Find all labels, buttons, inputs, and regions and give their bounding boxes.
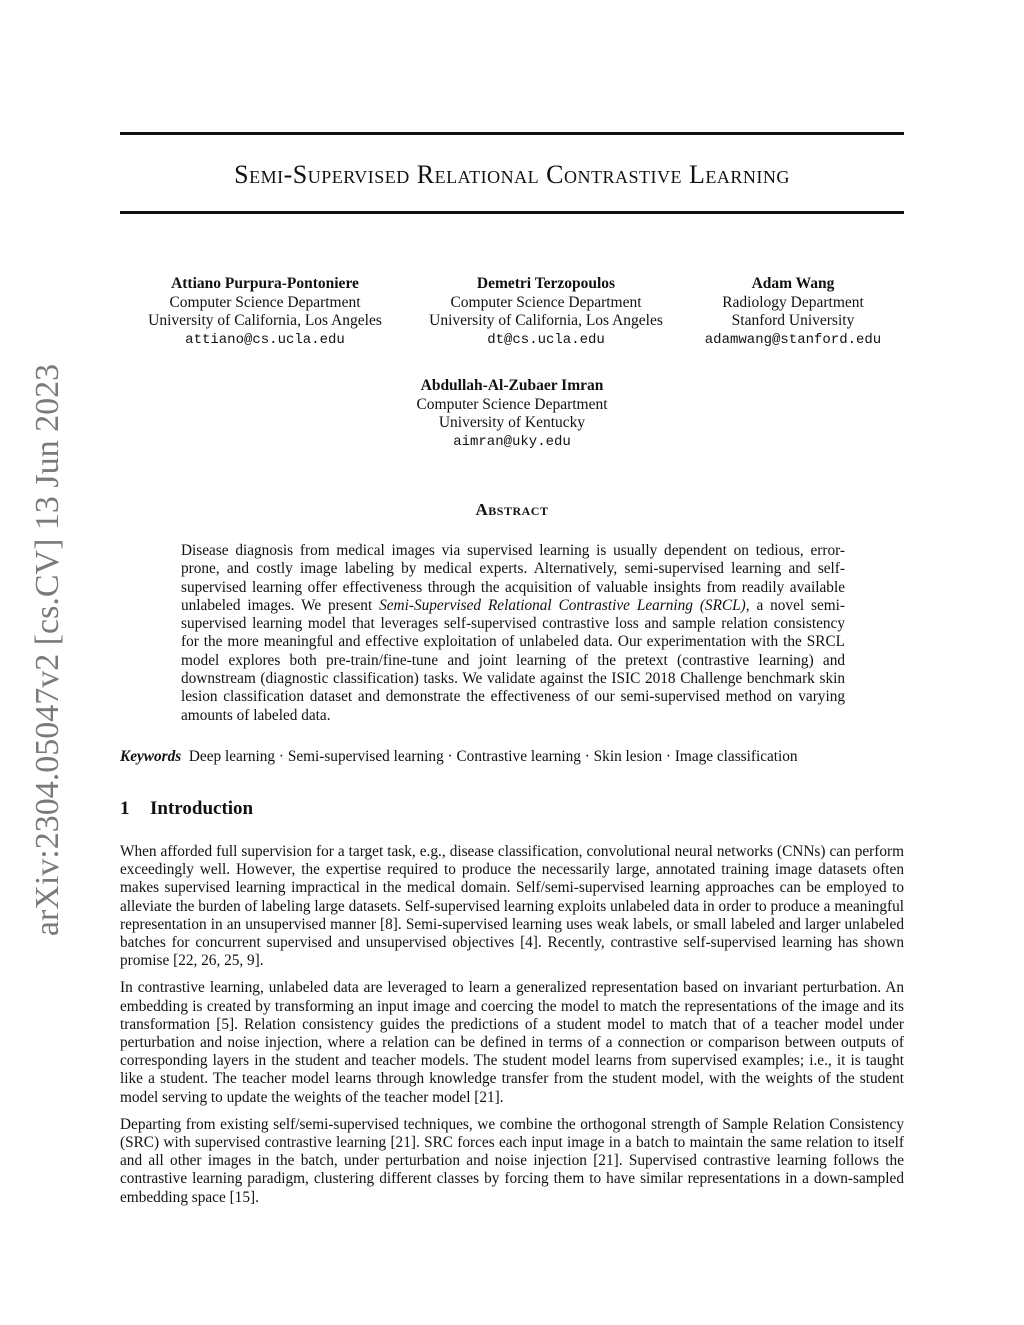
abstract-body <box>181 542 845 725</box>
section-number: 1 <box>120 798 130 819</box>
title-rule-bottom <box>120 211 904 214</box>
author-email: adamwang@stanford.edu <box>704 331 882 348</box>
author-department: Radiology Department <box>722 293 864 311</box>
author-department: Computer Science Department <box>450 293 642 311</box>
section-title: Introduction <box>150 798 254 819</box>
paragraph: Departing from existing self/semi-supervised techniques, we combine the orthogonal strength of Sample Relation Consistency (SRC) with supervised contrastive learning [21]. SRC forces each input image in a batch to maintain the same relation to itself and all other images in the batch, under perturbation and noise injection [21]. Supervised contrastive learning follows the contrastive learning paradigm, clustering different classes by forcing them to have similar representations in a down-sampled embedding space [15]. <box>120 1115 904 1206</box>
author-department: Computer Science Department <box>169 293 361 311</box>
author-institution: University of California, Los Angeles <box>148 312 382 329</box>
author-institution: University of California, Los Angeles <box>429 312 663 329</box>
keywords-label: Keywords <box>120 748 182 765</box>
author-institution: University of Kentucky <box>438 414 586 431</box>
abstract-text-end: , a novel semi-supervised learning model that leverages self-supervised contrastive loss and sample relation consistency for the more meaningful and effective exploitation of unlabeled data. Our experimentation with the SRCL model explores both pre-train/fine-tune and joint learning of the pretext (contrastive learning) and downstream (diagnostic classification) tasks. We validate against the ISIC 2018 Challenge benchmark skin lesion classification dataset and demonstrate the effectiveness of our semi-supervised method on varying amounts of labeled data. <box>181 596 846 724</box>
abstract-text-start: Disease diagnosis from medical images via supervised learning is usually dependent on tedious, error-prone, and costly image labeling by medical experts. Alternatively, semi-supervised learning and self-supervised learning offer effectiveness through the acquisition of valuable insights from readily available unlabeled images. We present <box>181 542 845 614</box>
author-department: Computer Science Department <box>416 395 608 413</box>
author-block <box>400 275 692 349</box>
author-name: Adam Wang <box>751 275 835 292</box>
paragraph: In contrastive learning, unlabeled data are leveraged to learn a generalized representation based on invariant perturbation. An embedding is created by transforming an input image and coercing the model to match the representations of the image and its transformation [5]. Relation consistency guides the predictions of a student model to match that of a teacher model under perturbation and noise injection, where a relation can be defined in terms of a connection or comparison between outputs of corresponding layers in the student and teacher models. The student model learns from supervised examples; i.e., it is taught like a student. The teacher model learns through knowledge transfer from the student model, with the weights of the student model serving to update the weights of the teacher model [21]. <box>120 979 904 1106</box>
section-heading <box>120 798 253 820</box>
paragraph: When afforded full supervision for a target task, e.g., disease classification, convolutional neural networks (CNNs) can perform exceedingly well. However, the expertise required to produce the necessarily large, annotated training image datasets often makes supervised learning impractical in the medical domain. Self/semi-supervised learning approaches can be employed to alleviate the burden of labeling large datasets. Self-supervised learning exploits unlabeled data in order to produce a meaningful representation in an unsupervised manner [8]. Semi-supervised learning uses weak labels, or small labeled and larger unlabeled batches for concurrent supervised and unsupervised objectives [4]. Recently, contrastive self-supervised learning has shown promise [22, 26, 25, 9]. <box>120 843 904 970</box>
author-block <box>682 275 904 349</box>
author-name: Demetri Terzopoulos <box>476 275 616 292</box>
paper-title: Semi-Supervised Relational Contrastive Learning <box>234 160 790 189</box>
author-block <box>362 377 662 451</box>
author-email: attiano@cs.ucla.edu <box>185 331 345 348</box>
author-email: dt@cs.ucla.edu <box>487 331 605 348</box>
author-name: Abdullah-Al-Zubaer Imran <box>420 377 604 394</box>
author-institution: Stanford University <box>731 312 855 329</box>
arxiv-identifier: arXiv:2304.05047v2 [cs.CV] 13 Jun 2023 <box>29 363 66 937</box>
author-block <box>120 275 410 349</box>
keywords-line <box>120 748 904 766</box>
introduction-body <box>120 843 904 1216</box>
author-name: Attiano Purpura-Pontoniere <box>171 275 359 292</box>
abstract-model-name: Semi-Supervised Relational Contrastive Learning (SRCL) <box>379 596 746 614</box>
title-rule-top <box>120 132 904 135</box>
keywords-list: Deep learning · Semi-supervised learning · Contrastive learning · Skin lesion · Image classification <box>188 748 798 765</box>
abstract-heading: Abstract <box>475 500 549 519</box>
author-email: aimran@uky.edu <box>453 433 571 450</box>
